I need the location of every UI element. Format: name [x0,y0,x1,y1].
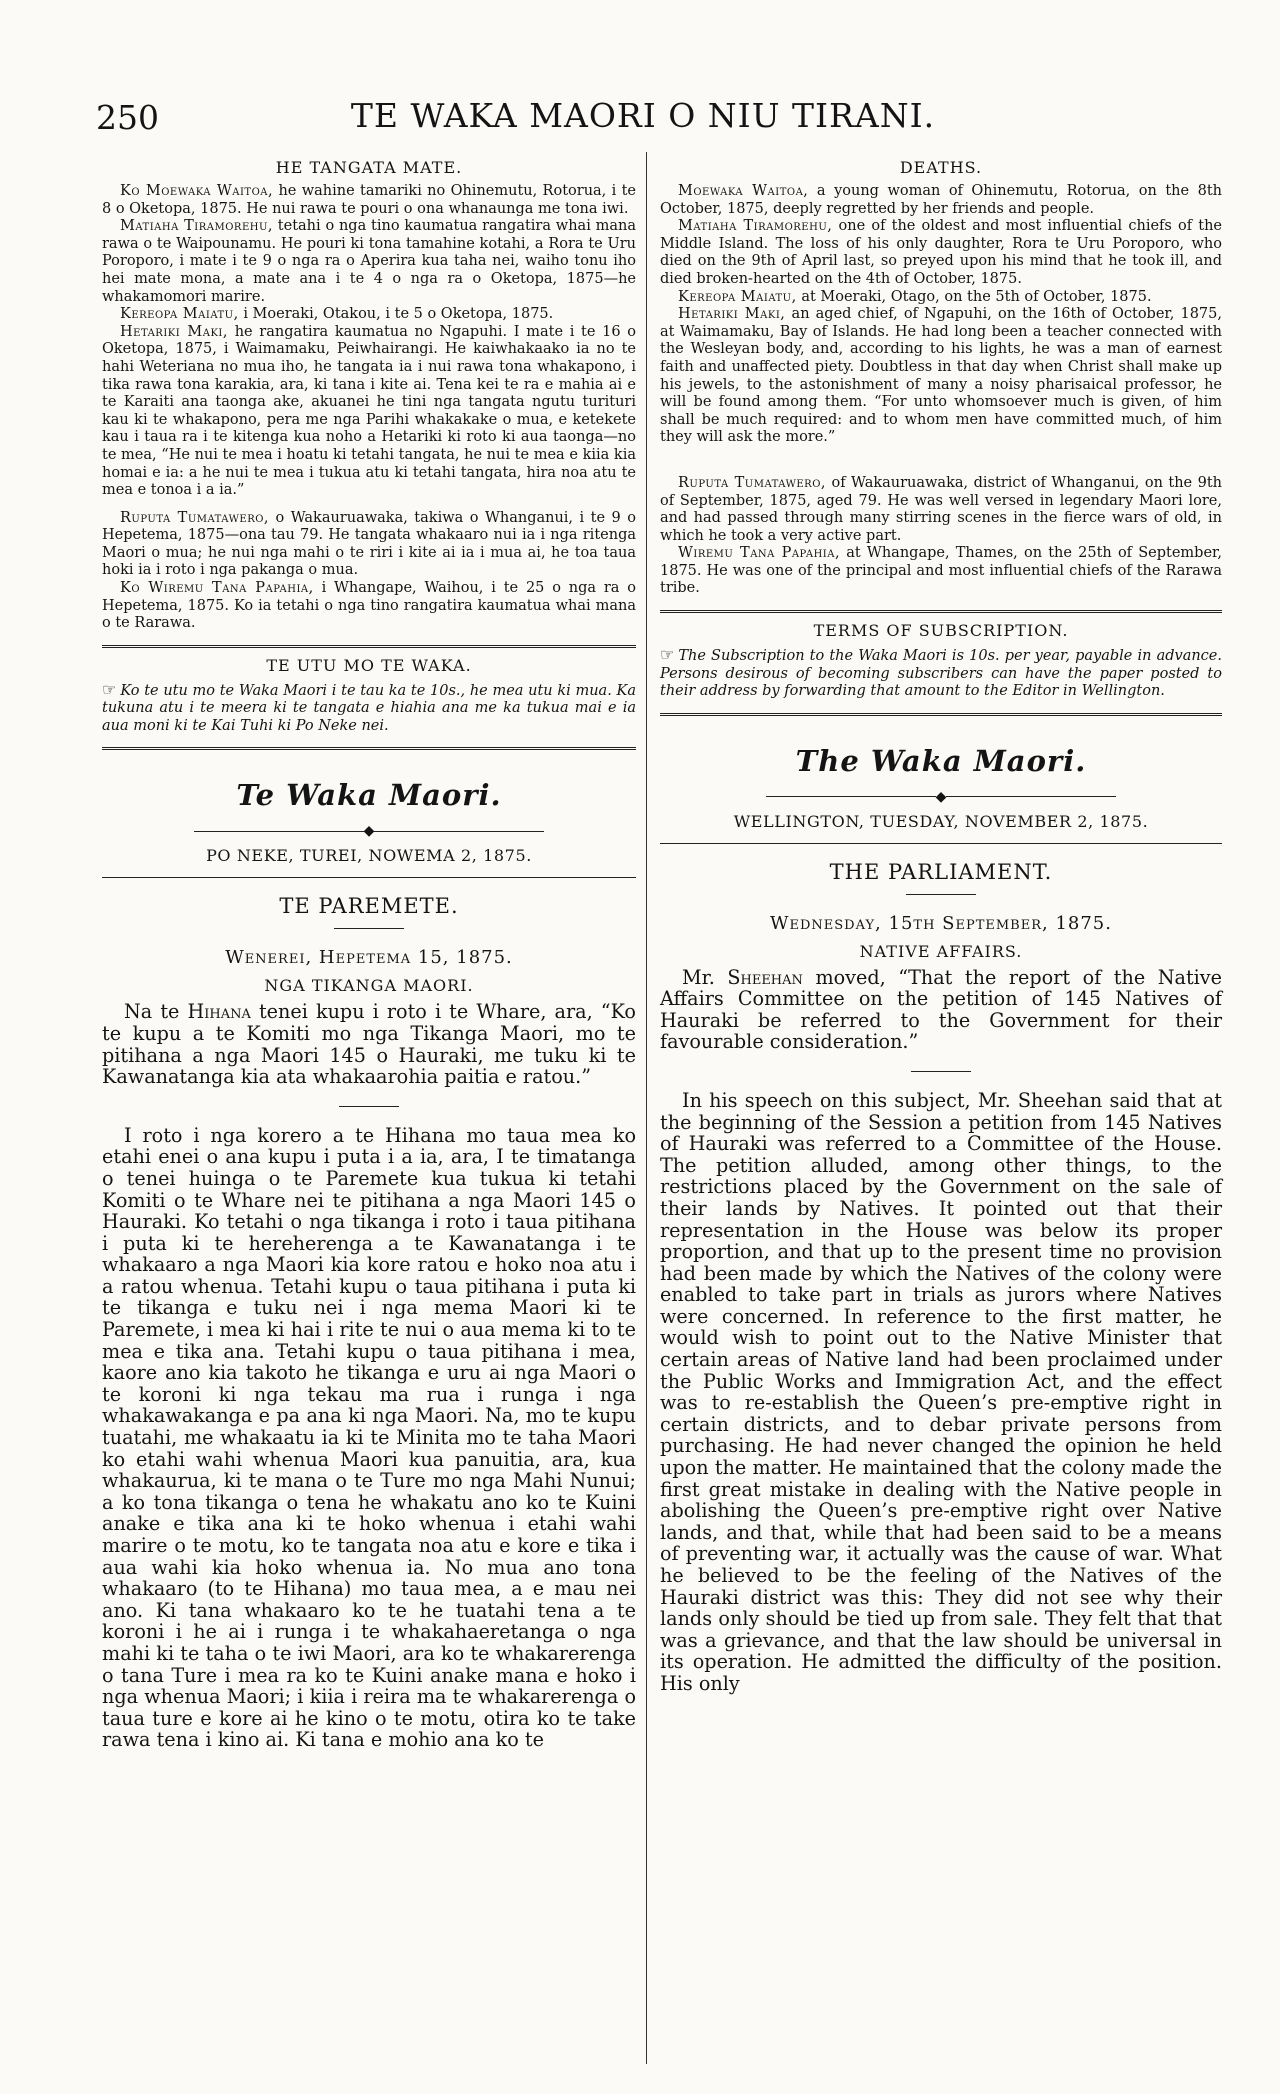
notice-name: Ruputa Tumatawero, [120,509,270,526]
article-paragraph: I roto i nga korero a te Hihana mo taua mea ko etahi enei o ana kupu i puta i a ia, ara, I te timatanga o tenei huinga o te Paremete kua tukua ki tetahi Komiti o te Whare nei te pitihana a nga Maori 145 o Hauraki. Ko tetahi o nga tikanga i roto i taua pitihana i puta ki te hereherenga a te Kawanatanga i te whakaaro a nga Maori kia kore ratou e hoko noa atu i a ratou whenua. Tetahi kupu o taua pitihana i puta ki te tikanga e tuku nei i nga mema Maori ki te Paremete, i mea ki hai i rite te nui o aua mema ki to te mea e tika ana. Tetahi kupu o taua pitihana i mea, kaore ano kia takoto he tikanga e uru ai nga Maori o te koroni ki nga tekau ma rua i runga i nga whakawakanga e pa ana ki nga Maori. Na, mo te kupu tuatahi, me whakaatu ia ki te Minita mo te taha Maori ko etahi wahi whenua Maori kua panuitia, ara, kua whakaurua, ki te mana o te Ture mo nga Mahi Nunui; a ko tona tikanga o tena he whakatu ano ko te Kuini anake e tika ana ki te hoko whenua i etahi wahi marire o te motu, ko te tangata noa atu e kore e tika i aua wahi kia hoko whenua ia. No mua ano tona whakaaro (to te Hihana) mo taua mea, a e mau nei ano. Ki tana whakaaro ko te he tuatahi tena a te koroni i he ai i runga i te whakahaeretanga o nga mahi ki te taha o te iwi Maori, ara ko te whakarerenga o tana Ture i mea ra ko te Kuini anake mana e hoko i nga whenua Maori; i kiia i reira ma te whakarerenga o taua ture e kore ai he kino o te motu, otira ko te take rawa tena i kino ai. Ki tana e mohio ana ko te [102,1123,636,1752]
dateline-maori: PO NEKE, TUREI, NOWEMA 2, 1875. [206,846,532,866]
notice-text: at Moeraki, Otago, on the 5th of October, 1875. [801,288,1152,305]
death-notice [102,306,636,324]
terms-title-english: TERMS OF SUBSCRIPTION. [813,621,1069,641]
death-notice [660,475,1222,545]
subhead-maori: NGA TIKANGA MAORI. [264,976,474,996]
death-notice [660,183,1222,218]
notice-text: o Wakauruawaka, takiwa o Whanganui, i te 9 o Hepetema, 1875—ona tau 79. He tangata whakaaro nui ia i nga ritenga Maori o mua; he nui nga mahi o te riri i kite ai ia i mua ai, he toa taua hoki ia i roto i nga pakanga o mua. [102,509,636,579]
short-rule [334,928,404,929]
death-notice [660,289,1222,307]
notice-name: Hetariki Maki, [120,323,228,340]
masthead-english: The Waka Maori. [795,743,1087,778]
notice-text: i Whangape, Waihou, i te 25 o nga ra o Hepetema, 1875. Ko ia tetahi o nga tino rangatira kaumatua whai mana o te Rarawa. [102,580,636,632]
diamond-ornament-icon: ◆ [660,792,1222,802]
death-notice [660,545,1222,598]
notice-text: i Moeraki, Otakou, i te 5 o Oketopa, 1875. [243,306,554,323]
rule [660,843,1222,844]
death-notice [102,324,636,500]
section-rule [102,747,636,750]
notice-name: Ko Moewaka Waitoa, [120,183,274,199]
article-paragraph: In his speech on this subject, Mr. Sheehan said that at the beginning of the Session a petition from 145 Natives of Hauraki was referred to a Committee of the House. The petition alluded, among other things, to the restrictions placed by the Government on the sale of their lands by Natives. It pointed out that their representation in the House was below its proper proportion, and that up to the present time no provision had been made by which the Natives of the colony were enabled to take part in trials as jurors where Natives were concerned. In reference to the first matter, he would wish to point out to the Native Minister that certain areas of Native land had been proclaimed under the Public Works and Immigration Act, and the effect was to re-establish the Queen’s pre-emptive right in certain districts, and to debar private persons from purchasing. He had never changed the opinion he held upon the matter. He maintained that the colony made the first great mistake in dealing with the Native people in abolishing the Queen’s pre-emptive right over Native lands, and that, while that had been said to be a means of preventing war, it actually was the cause of war. What he believed to be the feeling of the Natives of the Hauraki district was this: They did not see why their lands only should be tied up from sale. They felt that that was a grievance, and that the law should be universal in its operation. He admitted the difficulty of the position. His only [660,1088,1222,1695]
pointing-hand-icon: ☞ [102,679,117,699]
masthead-maori: Te Waka Maori. [236,778,502,813]
notice-name: Moewaka Waitoa, [678,183,809,199]
diamond-ornament-icon: ◆ [102,826,636,836]
notice-text: he rangatira kaumatua no Ngapuhi. I mate i te 16 o Oketopa, 1875, i Waimamaku, Peiwhairangi. He kaiwhakaako ia no te hahi Weteriana no mua iho, he tangata ia i nui rawa tona whakapono, i tika rawa tona karakia, ara, ki tana i kite ai. Tena kei te ra e mahia ai e te Karaiti ana taonga ake, akuanei he tini nga tangata ngutu turituri kau ki te whakapono, pera me nga Parihi whakakake o mua, e ketekete kau i taua ra i te kitenga kua noho a Hetariki ki roto ki aua taonga—no te mea, “He nui te mea i hoatu ki tetahi tangata, he nui te mea e kiia kia homai e ia: a he nui te mea i tukua atu ki tetahi tangata, hira noa atu te mea e tonoa i a ia.” [102,323,637,499]
notice-text: an aged chief, of Ngapuhi, on the 16th of October, 1875, at Waimamaku, Bay of Islands. He had long been a teacher connected with the Wesleyan body, and, according to his lights, he was a man of earnest faith and unaffected piety. Doubtless in that day when Christ shall make up his jewels, to the astonishment of many a noisy pharisaical professor, he will be found among them. “For unto whomsoever much is given, of him shall be much required: and to whom men have committed much, of him they will ask the more.” [660,306,1222,446]
notice-name: Matiaha Tiramorehu, [120,218,273,235]
pointing-hand-icon: ☞ [660,645,675,665]
short-rule [906,894,976,895]
notice-text: tetahi o nga tino kaumatua rangatira whai mana rawa o te Waipounamu. He pouri ki tona tamahine kotahi, a Rora te Uru Poroporo, i mate i te 9 o nga ra o Aperira kua taha nei, waiho tonu iho hei mate mona, a mate ana i te 4 o nga ra o Oketopa, 1875—he whakamomori marire. [102,218,636,305]
notice-text: a young woman of Ohinemutu, Rotorua, on the 8th October, 1875, deeply regretted by her friends and people. [660,183,1222,217]
death-notice [102,510,636,580]
notice-name: Ko Wiremu Tana Papahia, [120,580,314,597]
paragraph-divider [339,1088,399,1107]
rule [102,877,636,878]
paragraph-divider [911,1053,971,1072]
section-rule [660,610,1222,613]
terms-title-maori: TE UTU MO TE WAKA. [266,655,472,675]
notice-text: of Wakauruawaka, district of Whanganui, on the 9th of September, 1875, aged 79. He was well versed in legendary Maori lore, and had passed through many stirring scenes in the fierce wars of old, in which he took a very active part. [660,474,1222,544]
section-rule [102,645,636,648]
terms-text-maori: ☞ Ko te utu mo te Waka Maori i te tau ka te 10s., he mea utu ki mua. Ka tukuna atu i te meera ki te tangata e hiahia ana me ka tukua mai e ia aua moni ki te Kai Tuhi ki Po Neke nei. [102,679,636,734]
notice-name: Hetariki Maki, [678,306,786,323]
speaker-name: Sheehan [727,965,803,989]
notice-text: he wahine tamariki no Ohinemutu, Rotorua, i te 8 o Oketopa, 1875. He nui rawa te pouri o ona whanaunga me tona iwi. [102,183,636,217]
article-paragraph: Na te Hihana tenei kupu i roto i te Whare, ara, “Ko te kupu a te Komiti mo nga Tikanga Maori, mo te pitihana a nga Maori 145 o Hauraki, me tuku ki te Kawanatanga kia ata whakaarohia paitia e ratou.” [102,1000,636,1089]
deaths-title-english: DEATHS. [899,158,983,177]
sitting-date-english: Wednesday, 15th September, 1875. [770,912,1112,934]
death-notice [102,218,636,306]
notice-text: at Whangape, Thames, on the 25th of September, 1875. He was one of the principal and most influential chiefs of the Rarawa tribe. [660,545,1222,597]
notice-name: Kereopa Maiatu, [678,288,797,305]
column-divider [646,152,647,2064]
sitting-date-maori: Wenerei, Hepetema 15, 1875. [225,947,513,969]
notice-text: one of the oldest and most influential chiefs of the Middle Island. The loss of his only daughter, Rora te Uru Poroporo, who died on the 9th of April last, so preyed upon his mind that he took ill, and died broken-hearted on the 4th of October, 1875. [660,218,1223,287]
terms-text-english: ☞ The Subscription to the Waka Maori is 10s. per year, payable in advance. Persons desirous of becoming subscribers can have the paper posted to their address by forwarding that amount to the Editor in Wellington. [660,645,1222,700]
deaths-title-maori: HE TANGATA MATE. [275,158,463,177]
section-rule [660,713,1222,716]
notice-name: Ruputa Tumatawero, [678,474,827,491]
notice-name: Matiaha Tiramorehu, [678,218,833,235]
article-paragraph: Mr. Sheehan moved, “That the report of the Native Affairs Committee on the petition of 145 Natives of Hauraki be referred to the Government for their favourable consideration.” [660,965,1222,1054]
running-head [96,96,1190,136]
paper-title: TE WAKA MAORI O NIU TIRANI. [350,96,936,135]
right-column [660,152,1222,2064]
dateline-english: WELLINGTON, TUESDAY, NOVEMBER 2, 1875. [733,811,1149,831]
left-column [102,152,636,2064]
speaker-name: Hihana [187,1000,251,1024]
death-notice [660,218,1222,288]
death-notice [102,183,636,218]
notice-name: Kereopa Maiatu, [120,306,239,323]
article-title-maori: TE PAREMETE. [279,894,459,919]
death-notice [660,306,1222,447]
notice-name: Wiremu Tana Papahia, [678,545,841,562]
death-notice [102,580,636,633]
subhead-english: NATIVE AFFAIRS. [859,941,1023,961]
article-title-english: THE PARLIAMENT. [829,859,1053,884]
page-number: 250 [96,98,159,137]
